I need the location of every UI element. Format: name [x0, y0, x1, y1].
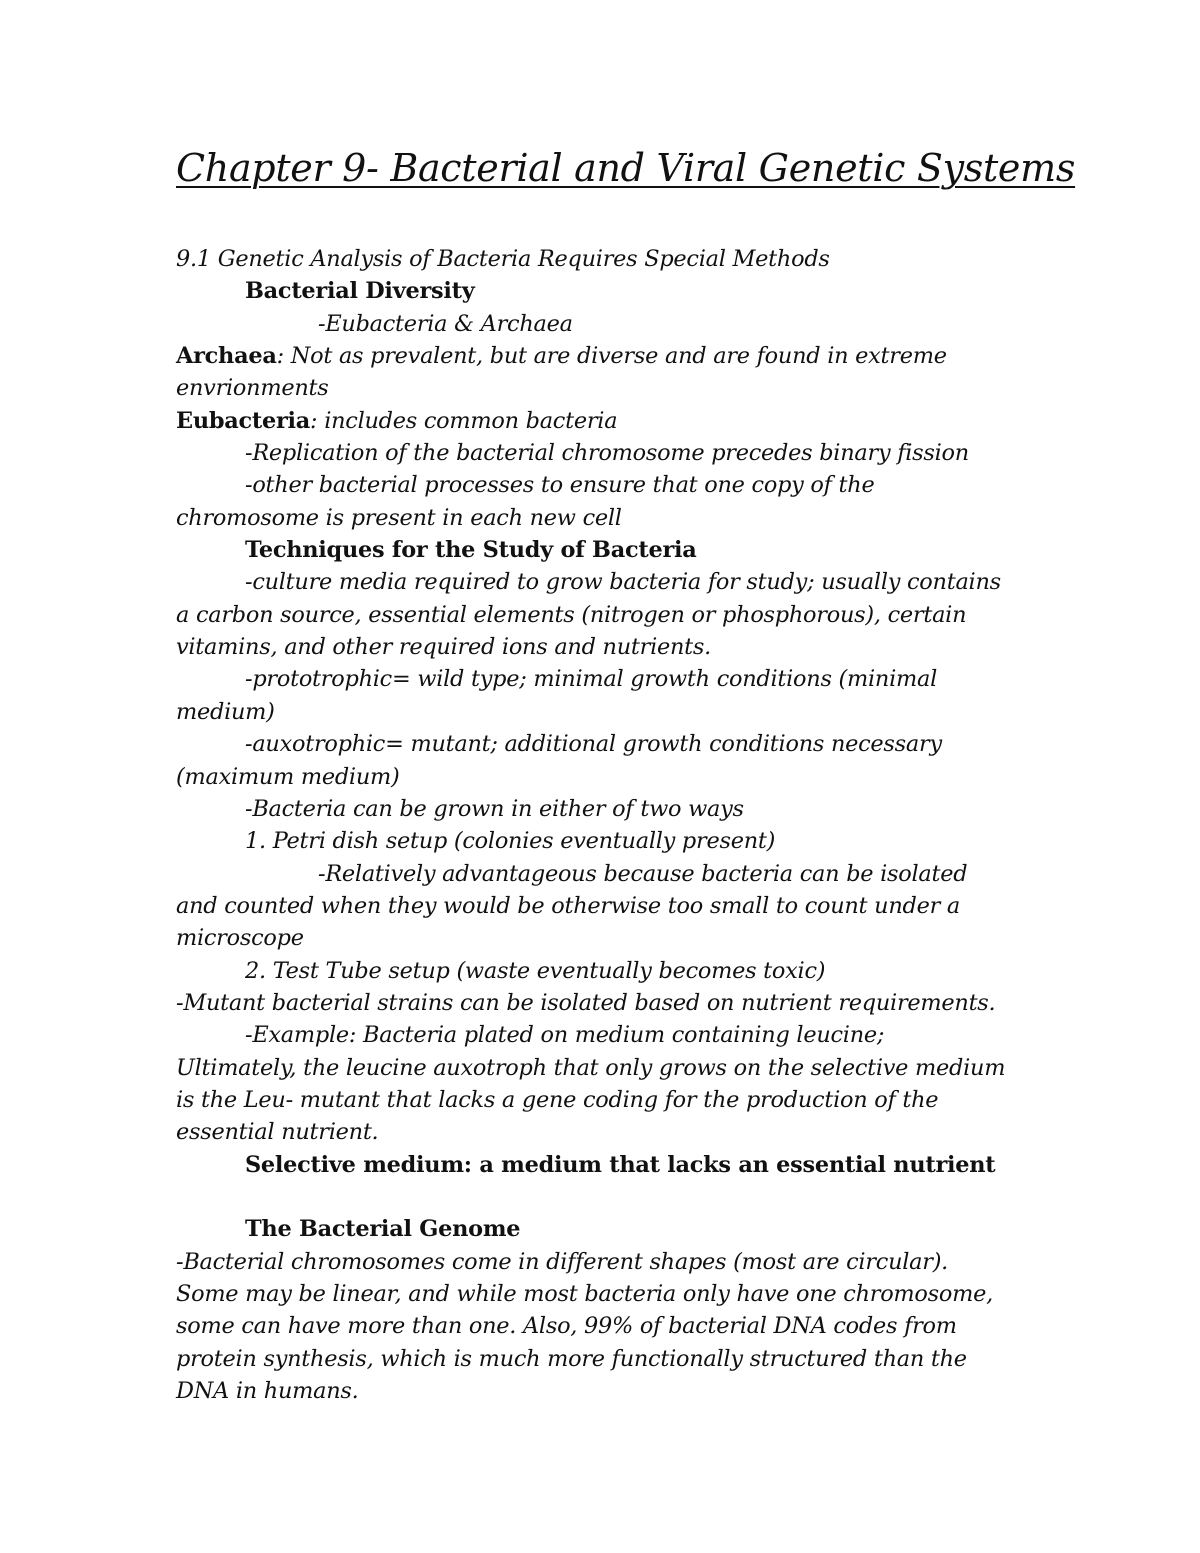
auxotrophic-text: -auxotrophic= mutant; additional growth conditions necessary [245, 731, 942, 758]
media-text-cont: vitamins, and other required ions and nutrients. [176, 634, 712, 661]
archaea-term: Archaea [176, 343, 277, 370]
example-text-cont: is the Leu- mutant that lacks a gene coding for the production of the [176, 1086, 939, 1113]
genome-text: some can have more than one. Also, 99% of bacterial DNA codes from [176, 1313, 957, 1340]
archaea-definition [176, 340, 1036, 372]
genome-heading: The Bacterial Genome [245, 1216, 521, 1243]
eubacteria-point-cont: chromosome is present in each new cell [176, 504, 622, 531]
selective-medium-definition: Selective medium: a medium that lacks an essential nutrient [245, 1151, 996, 1178]
eubacteria-term: Eubacteria [176, 407, 311, 434]
eubacteria-text: : includes common bacteria [310, 407, 618, 434]
eubacteria-definition [176, 405, 1036, 437]
example-text-cont: essential nutrient. [176, 1119, 379, 1146]
genome-text: Some may be linear, and while most bacteria only have one chromosome, [176, 1281, 993, 1307]
document-body [176, 243, 1036, 1407]
example-text: -Example: Bacteria plated on medium containing leucine; [245, 1022, 885, 1049]
media-text: -culture media required to grow bacteria for study; usually contains [245, 569, 1001, 596]
prototrophic-text: -prototrophic= wild type; minimal growth conditions (minimal [245, 666, 938, 693]
section-heading: 9.1 Genetic Analysis of Bacteria Requires Special Methods [176, 246, 830, 272]
example-text-cont: Ultimately, the leucine auxotroph that only grows on the selective medium [176, 1054, 1006, 1081]
auxotrophic-text-cont: (maximum medium) [176, 763, 400, 790]
page-title: Chapter 9- Bacterial and Viral Genetic Systems [176, 146, 1076, 190]
mutant-text: -Mutant bacterial strains can be isolated based on nutrient requirements. [176, 989, 996, 1016]
genome-text: DNA in humans. [176, 1378, 359, 1405]
techniques-heading: Techniques for the Study of Bacteria [245, 537, 697, 564]
bacterial-diversity-heading: Bacterial Diversity [245, 278, 475, 305]
petri-note: -Relatively advantageous because bacteria can be isolated [318, 860, 968, 887]
eubacteria-point: -Replication of the bacterial chromosome precedes binary fission [245, 440, 969, 467]
genome-text: protein synthesis, which is much more functionally structured than the [176, 1345, 967, 1372]
petri-dish-item: 1. Petri dish setup (colonies eventually present) [245, 828, 776, 855]
genome-text: -Bacterial chromosomes come in different shapes (most are circular). [176, 1248, 949, 1275]
test-tube-item: 2. Test Tube setup (waste eventually becomes toxic) [245, 957, 826, 984]
archaea-definition-cont: envrionments [176, 375, 329, 402]
blank-line [176, 1181, 1036, 1213]
growth-ways: -Bacteria can be grown in either of two ways [245, 795, 744, 822]
media-text-cont: a carbon source, essential elements (nitrogen or phosphorous), certain [176, 601, 967, 628]
petri-note-cont: and counted when they would be otherwise too small to count under a [176, 892, 961, 919]
diversity-item: -Eubacteria & Archaea [318, 310, 573, 337]
petri-note-cont: microscope [176, 925, 304, 952]
eubacteria-point: -other bacterial processes to ensure that one copy of the [245, 472, 875, 499]
prototrophic-text-cont: medium) [176, 698, 275, 725]
archaea-text: : Not as prevalent, but are diverse and are found in extreme [276, 343, 947, 370]
